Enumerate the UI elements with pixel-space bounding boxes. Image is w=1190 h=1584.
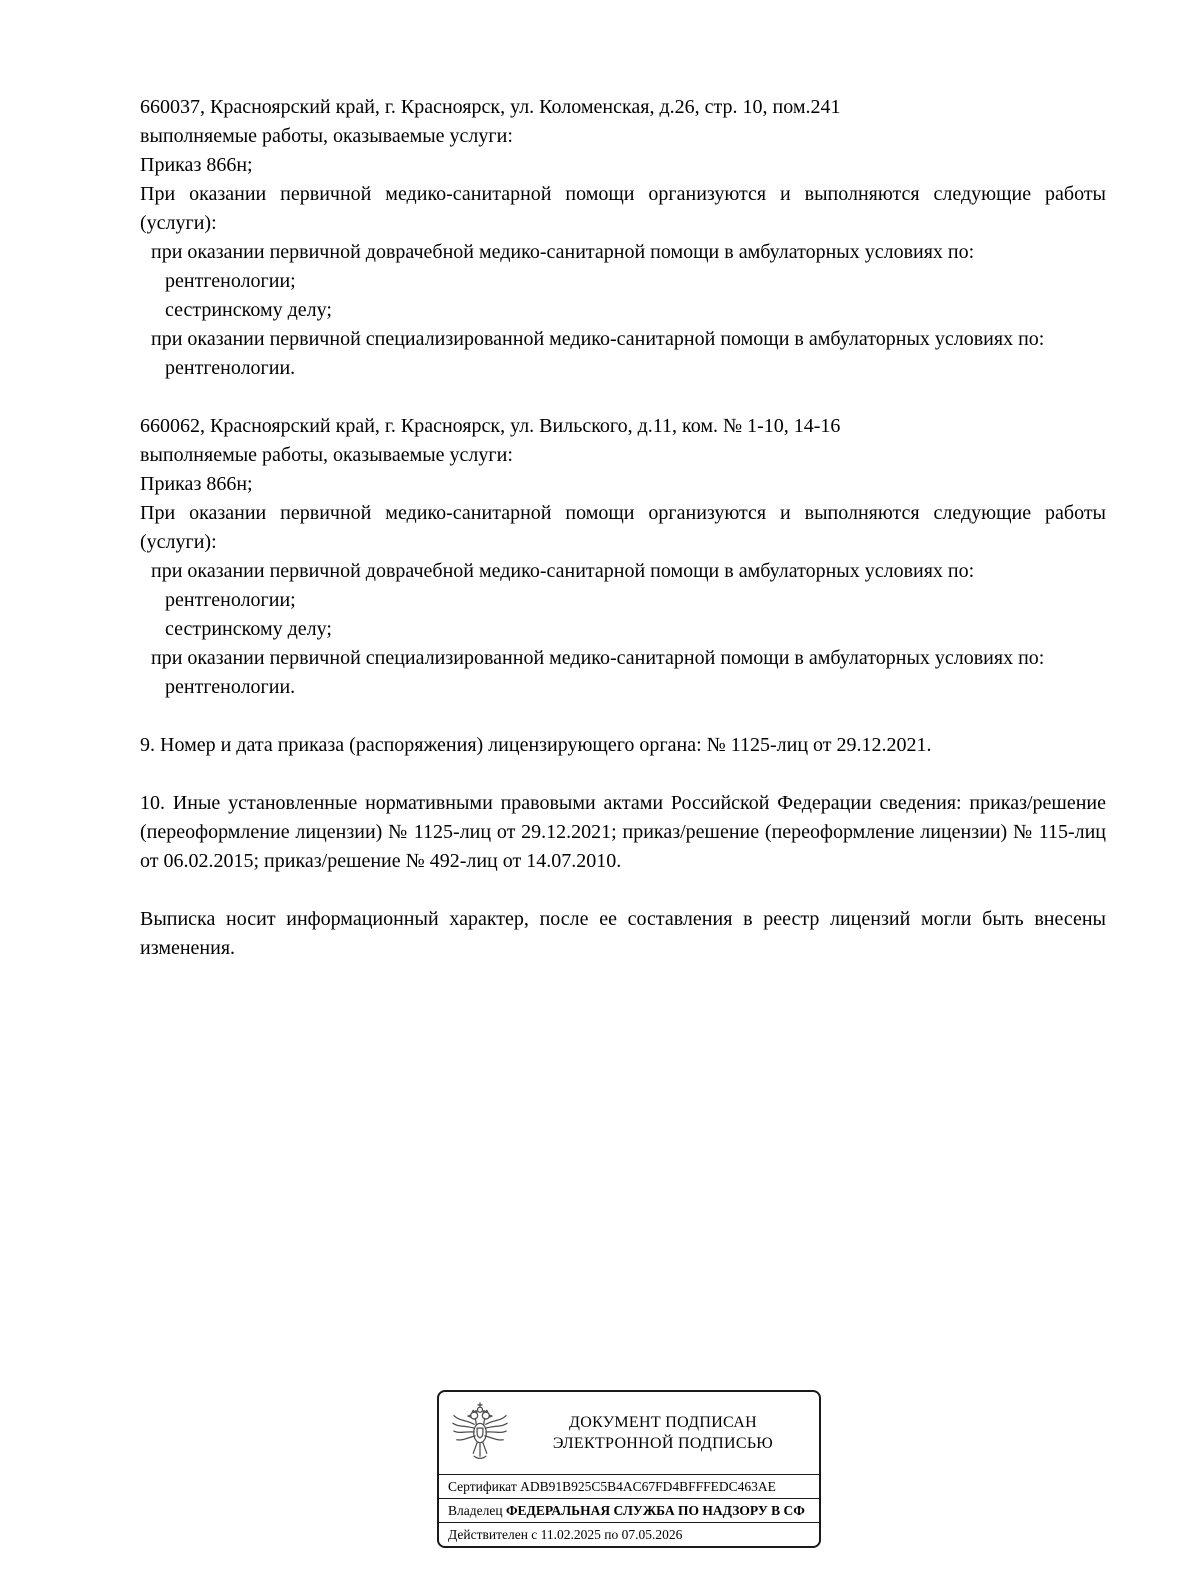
electronic-signature-stamp [437, 1390, 821, 1548]
stamp-title [521, 1412, 819, 1454]
item-10: 10. Иные установленные нормативными правовыми актами Российской Федерации сведения: приказ/решение (переоформление лицензии) № 1125-лиц от 29.12.2021; приказ/решение (переоформление лицензии) № 115-лиц от 06.02.2015; приказ/решение № 492-лиц от 14.07.2010. [140, 792, 1106, 872]
text-line: При оказании первичной медико-санитарной помощи организуются и выполняются следующие работы (услуги): [140, 183, 1106, 234]
certificate-value: ADB91B925C5B4AC67FD4BFFFEDC463AE [520, 1479, 776, 1494]
stamp-owner-row [439, 1498, 819, 1522]
address-line: 660037, Красноярский край, г. Красноярск, ул. Коломенская, д.26, стр. 10, пом.241 [140, 96, 841, 118]
stamp-validity-row [439, 1522, 819, 1546]
text-line: сестринскому делу; [165, 618, 332, 640]
text-line: выполняемые работы, оказываемые услуги: [140, 444, 513, 466]
stamp-title-line-2: ЭЛЕКТРОННОЙ ПОДПИСЬЮ [552, 1435, 774, 1452]
certificate-label: Сертификат [448, 1479, 517, 1494]
text-line: рентгенологии; [165, 270, 296, 292]
stamp-certificate-row [439, 1474, 819, 1498]
text-line: рентгенологии. [165, 676, 296, 698]
address-line: 660062, Красноярский край, г. Красноярск, ул. Вильского, д.11, ком. № 1-10, 14-16 [140, 415, 841, 437]
text-line: Приказ 866н; [140, 154, 253, 176]
text-line: выполняемые работы, оказываемые услуги: [140, 125, 513, 147]
owner-value: ФЕДЕРАЛЬНАЯ СЛУЖБА ПО НАДЗОРУ В СФ [505, 1503, 805, 1518]
text-line: рентгенологии; [165, 589, 296, 611]
stamp-title-line-1: ДОКУМЕНТ ПОДПИСАН [569, 1414, 757, 1431]
stamp-header [439, 1392, 819, 1474]
text-line: сестринскому делу; [165, 299, 332, 321]
text-line: при оказании первичной доврачебной медико-санитарной помощи в амбулаторных условиях по: [151, 560, 975, 582]
validity-text: Действителен с 11.02.2025 по 07.05.2026 [448, 1527, 683, 1542]
disclaimer-note: Выписка носит информационный характер, после ее составления в реестр лицензий могли быть внесены изменения. [140, 908, 1106, 959]
item-9: 9. Номер и дата приказа (распоряжения) лицензирующего органа: № 1125-лиц от 29.12.2021. [140, 734, 932, 756]
text-line: при оказании первичной специализированной медико-санитарной помощи в амбулаторных условиях по: [151, 647, 1045, 669]
text-line: при оказании первичной специализированной медико-санитарной помощи в амбулаторных условиях по: [151, 328, 1045, 350]
text-line: Приказ 866н; [140, 473, 253, 495]
text-line: при оказании первичной доврачебной медико-санитарной помощи в амбулаторных условиях по: [151, 241, 975, 263]
owner-label: Владелец [448, 1503, 503, 1518]
text-line: При оказании первичной медико-санитарной помощи организуются и выполняются следующие работы (услуги): [140, 502, 1106, 553]
document-body-text [140, 93, 1106, 963]
text-line: рентгенологии. [165, 357, 296, 379]
double-headed-eagle-emblem-icon [439, 1401, 521, 1465]
